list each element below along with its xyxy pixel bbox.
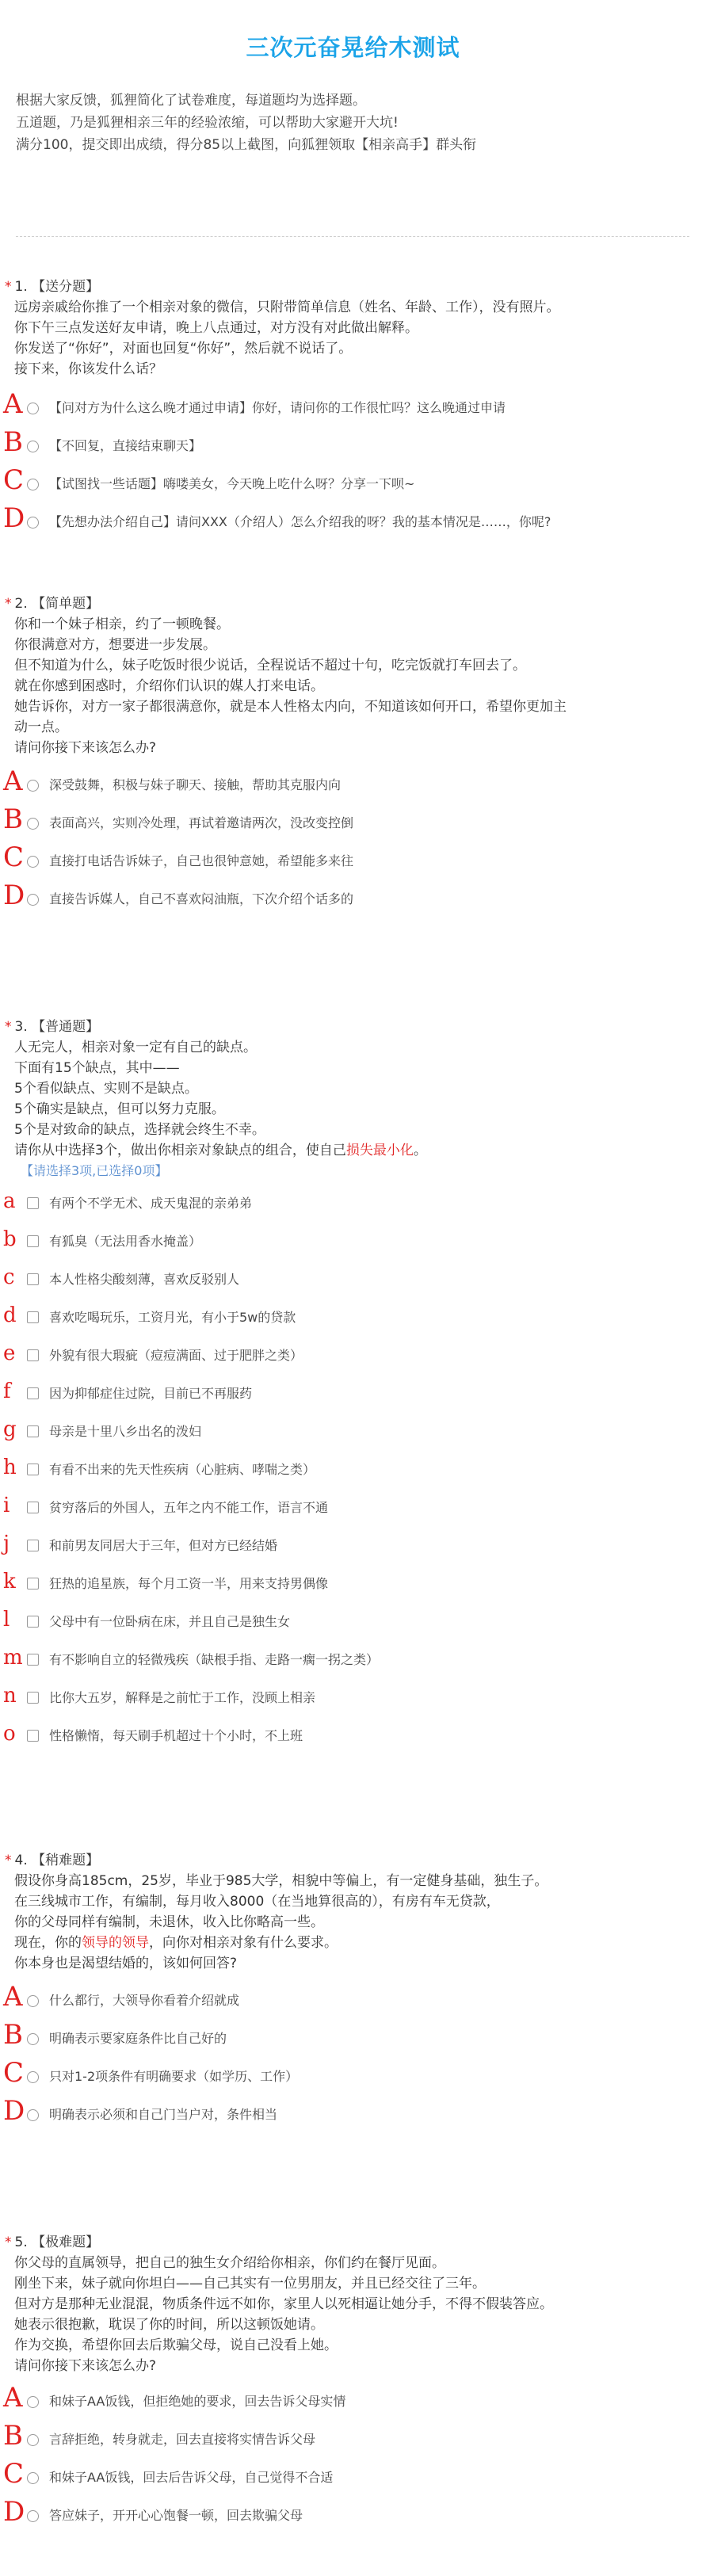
option-item[interactable] xyxy=(0,1979,706,2017)
required-mark: * xyxy=(5,1019,12,1035)
radio-button[interactable] xyxy=(27,2033,39,2045)
question-number: 1. xyxy=(14,279,28,295)
option-letter: f xyxy=(3,1380,11,1403)
divider xyxy=(16,236,689,237)
option-label[interactable]: 只对1-2项条件有明确要求（如学历、工作） xyxy=(49,2069,299,2084)
question-text-line: 作为交换，希望你回去后欺骗父母，说自己没看上她。 xyxy=(14,2337,338,2353)
option-letter: n xyxy=(3,1684,17,1708)
option-label[interactable]: 直接告诉媒人，自己不喜欢闷油瓶，下次介绍个话多的 xyxy=(49,891,354,906)
option-letter: d xyxy=(3,1303,17,1327)
radio-button[interactable] xyxy=(27,2472,39,2484)
option-label[interactable]: 有狐臭（无法用香水掩盖） xyxy=(49,1234,202,1249)
option-letter: h xyxy=(3,1456,17,1479)
question-text-line: 请问你接下来该怎么办? xyxy=(14,740,157,756)
radio-button[interactable] xyxy=(27,479,39,490)
option-letter: C xyxy=(3,2057,25,2089)
question-text-line: 人无完人，相亲对象一定有自己的缺点。 xyxy=(14,1040,257,1055)
option-label[interactable]: 母亲是十里八乡出名的泼妇 xyxy=(49,1424,202,1439)
option-letter: e xyxy=(3,1341,16,1365)
option-letter: D xyxy=(3,880,25,911)
radio-button[interactable] xyxy=(27,856,39,868)
option-letter: A xyxy=(3,765,23,797)
question-text-line xyxy=(14,1933,706,1953)
question-text-line: 刚坐下来，妹子就向你坦白——自己其实有一位男朋友，并且已经交往了三年。 xyxy=(14,2276,486,2292)
option-letter: D xyxy=(3,2095,25,2127)
option-label[interactable]: 和妹子AA饭钱，回去后告诉父母，自己觉得不合适 xyxy=(49,2470,334,2485)
question-3 xyxy=(0,1017,706,1752)
option-label[interactable]: 答应妹子，开开心心饱餐一顿，回去欺骗父母 xyxy=(49,2508,303,2523)
question-text-line: 下面有15个缺点，其中—— xyxy=(14,1060,180,1076)
highlight-text: 损失最小化 xyxy=(345,1143,414,1158)
option-label[interactable]: 喜欢吃喝玩乐，工资月光，有小于5w的贷款 xyxy=(49,1310,296,1325)
option-item[interactable] xyxy=(0,386,706,424)
question-text-line: 在三线城市工作，有编制，每月收入8000（在当地算很高的），有房有车无贷款， xyxy=(14,1894,500,1910)
option-letter: m xyxy=(3,1646,23,1670)
required-mark: * xyxy=(5,279,12,295)
intro-text xyxy=(16,90,689,156)
question-text-line: 你下午三点发送好友申请，晚上八点通过，对方没有对此做出解释。 xyxy=(14,320,418,336)
option-label[interactable]: 直接打电话告诉妹子，自己也很钟意她，希望能多来往 xyxy=(49,853,354,868)
option-item[interactable] xyxy=(0,1334,706,1372)
text-segment: 。 xyxy=(413,1143,427,1158)
option-letter: B xyxy=(3,803,23,835)
question-text-line: 5个看似缺点、实则不是缺点。 xyxy=(14,1081,198,1097)
option-label[interactable]: 性格懒惰，每天刷手机超过十个小时，不上班 xyxy=(49,1728,303,1743)
options-list xyxy=(0,1979,706,2131)
option-letter: B xyxy=(3,2019,23,2051)
option-item[interactable] xyxy=(0,1600,706,1638)
option-letter: C xyxy=(3,464,25,496)
radio-button[interactable] xyxy=(27,780,39,792)
option-item[interactable] xyxy=(0,2379,706,2418)
option-item[interactable] xyxy=(0,1676,706,1714)
option-label[interactable]: 明确表示要家庭条件比自己好的 xyxy=(49,2031,227,2046)
intro-line: 五道题，乃是狐狸相亲三年的经验浓缩，可以帮助大家避开大坑! xyxy=(16,115,399,131)
text-segment: 现在，你的 xyxy=(14,1935,82,1951)
checkbox[interactable] xyxy=(27,1578,39,1589)
page-title: 三次元奋晃给木测试 xyxy=(246,34,460,61)
option-label[interactable]: 【试图找一些话题】嗨喽美女，今天晚上吃什么呀？分享一下呗~ xyxy=(49,476,415,491)
option-item[interactable] xyxy=(0,839,706,877)
option-label[interactable]: 【先想办法介绍自己】请问XXX（介绍人）怎么介绍我的呀？我的基本情况是……，你呢? xyxy=(49,514,551,529)
checkbox[interactable] xyxy=(27,1349,39,1361)
option-label[interactable]: 和妹子AA饭钱，但拒绝她的要求，回去告诉父母实情 xyxy=(49,2394,346,2409)
question-text-line: 你父母的直属领导，把自己的独生女介绍给你相亲，你们约在餐厅见面。 xyxy=(14,2255,445,2271)
question-text-line: 她告诉你，对方一家子都很满意你，就是本人性格太内向，不知道该如何开口，希望你更加主 xyxy=(14,699,567,715)
option-item[interactable] xyxy=(0,2494,706,2532)
highlight-text: 领导的领导 xyxy=(82,1935,149,1951)
checkbox[interactable] xyxy=(27,1692,39,1704)
checkbox[interactable] xyxy=(27,1273,39,1285)
option-label[interactable]: 【问对方为什么这么晚才通过申请】你好，请问你的工作很忙吗？这么晚通过申请 xyxy=(49,400,506,415)
option-item[interactable] xyxy=(0,1486,706,1524)
question-2 xyxy=(0,593,706,915)
options-list xyxy=(0,2379,706,2532)
option-item[interactable] xyxy=(0,2017,706,2055)
question-number: 5. xyxy=(14,2234,28,2250)
option-letter: A xyxy=(3,388,23,420)
option-label[interactable]: 有看不出来的先天性疾病（心脏病、哮喘之类） xyxy=(49,1462,316,1477)
checkbox[interactable] xyxy=(27,1502,39,1513)
option-item[interactable] xyxy=(0,2456,706,2494)
radio-button[interactable] xyxy=(27,2434,39,2446)
question-number: 3. xyxy=(14,1019,28,1035)
question-type: 【极难题】 xyxy=(32,2234,100,2250)
radio-button[interactable] xyxy=(27,403,39,414)
option-item[interactable] xyxy=(0,1296,706,1334)
question-body xyxy=(0,297,706,380)
option-label[interactable]: 因为抑郁症住过院，目前已不再服药 xyxy=(49,1386,253,1401)
question-type: 【普通题】 xyxy=(32,1019,100,1035)
radio-button[interactable] xyxy=(27,818,39,830)
option-letter: a xyxy=(3,1189,16,1213)
text-segment: ，向你对相亲对象有什么要求。 xyxy=(149,1935,338,1951)
option-item[interactable] xyxy=(0,763,706,801)
option-item[interactable] xyxy=(0,801,706,839)
radio-button[interactable] xyxy=(27,2071,39,2083)
option-letter: o xyxy=(3,1722,16,1746)
question-text-line: 你本身也是渴望结婚的，该如何回答? xyxy=(14,1956,238,1971)
option-item[interactable] xyxy=(0,1714,706,1752)
option-letter: B xyxy=(3,426,23,458)
option-item[interactable] xyxy=(0,1562,706,1600)
option-letter: C xyxy=(3,2458,25,2490)
radio-button[interactable] xyxy=(27,2396,39,2408)
required-mark: * xyxy=(5,2234,12,2250)
option-letter: A xyxy=(3,2382,23,2414)
option-item[interactable] xyxy=(0,1372,706,1410)
option-letter: k xyxy=(3,1570,16,1593)
question-1 xyxy=(0,277,706,538)
option-item[interactable] xyxy=(0,2055,706,2093)
option-label[interactable]: 有不影响自立的轻微残疾（缺根手指、走路一瘸一拐之类） xyxy=(49,1652,380,1667)
question-text-line: 但对方是那种无业混混，物质条件远不如你，家里人以死相逼让她分手，不得不假装答应。 xyxy=(14,2296,553,2312)
option-label[interactable]: 表面高兴，实则冷处理，再试着邀请两次，没改变控倒 xyxy=(49,815,354,830)
option-item[interactable] xyxy=(0,462,706,500)
option-label[interactable]: 本人性格尖酸刻薄，喜欢反驳别人 xyxy=(49,1272,240,1287)
option-letter: j xyxy=(3,1532,10,1555)
checkbox[interactable] xyxy=(27,1387,39,1399)
option-letter: B xyxy=(3,2420,23,2452)
options-list xyxy=(0,386,706,538)
option-letter: b xyxy=(3,1227,17,1251)
option-label[interactable]: 比你大五岁，解释是之前忙于工作，没顾上相亲 xyxy=(49,1690,316,1705)
question-text-line: 5个确实是缺点，但可以努力克服。 xyxy=(14,1101,225,1117)
option-item[interactable] xyxy=(0,1524,706,1562)
checkbox[interactable] xyxy=(27,1654,39,1666)
option-label[interactable]: 深受鼓舞，积极与妹子聊天、接触，帮助其克服内向 xyxy=(49,777,342,792)
question-text-line: 远房亲戚给你推了一个相亲对象的微信，只附带简单信息（姓名、年龄、工作），没有照片。 xyxy=(14,300,560,315)
option-letter: g xyxy=(3,1418,17,1441)
checkbox[interactable] xyxy=(27,1311,39,1323)
question-number: 4. xyxy=(14,1853,28,1868)
option-label[interactable]: 狂热的追星族，每个月工资一半，用来支持男偶像 xyxy=(49,1576,329,1591)
option-label[interactable]: 言辞拒绝，转身就走，回去直接将实情告诉父母 xyxy=(49,2432,316,2447)
selection-hint: 【请选择3项,已选择0项】 xyxy=(21,1163,168,1178)
question-body xyxy=(0,2253,706,2376)
option-label[interactable]: 父母中有一位卧病在床，并且自己是独生女 xyxy=(49,1614,291,1629)
question-text-line: 动一点。 xyxy=(14,719,68,735)
radio-button[interactable] xyxy=(27,441,39,452)
checkbox[interactable] xyxy=(27,1730,39,1742)
option-item[interactable] xyxy=(0,1181,706,1219)
option-item[interactable] xyxy=(0,1638,706,1676)
option-letter: C xyxy=(3,841,25,873)
question-body xyxy=(0,1871,706,1974)
question-text-line: 你发送了“你好”，对面也回复“你好”，然后就不说话了。 xyxy=(14,341,353,357)
option-letter: D xyxy=(3,502,25,534)
question-body xyxy=(0,614,706,758)
checkbox[interactable] xyxy=(27,1235,39,1247)
option-item[interactable] xyxy=(0,1410,706,1448)
options-list xyxy=(0,763,706,915)
option-label[interactable]: 【不回复，直接结束聊天】 xyxy=(49,438,202,453)
checkbox[interactable] xyxy=(27,1540,39,1551)
question-text-line: 你和一个妹子相亲，约了一顿晚餐。 xyxy=(14,616,230,632)
radio-button[interactable] xyxy=(27,1995,39,2007)
question-header xyxy=(0,277,706,297)
checkbox[interactable] xyxy=(27,1197,39,1209)
question-type: 【稍难题】 xyxy=(32,1853,100,1868)
question-text-line: 你的父母同样有编制，未退休，收入比你略高一些。 xyxy=(14,1914,324,1930)
option-item[interactable] xyxy=(0,2418,706,2456)
option-item[interactable] xyxy=(0,2093,706,2131)
option-item[interactable] xyxy=(0,1448,706,1486)
intro-line: 根据大家反馈，狐狸简化了试卷难度，每道题均为选择题。 xyxy=(16,93,366,109)
question-type: 【简单题】 xyxy=(32,596,100,612)
question-text-line: 你很满意对方，想要进一步发展。 xyxy=(14,637,216,653)
question-text-line: 接下来，你该发什么话？ xyxy=(14,361,162,377)
option-label[interactable]: 什么都行，大领导你看着介绍就成 xyxy=(49,1993,240,2008)
question-header xyxy=(0,2232,706,2253)
question-text-line: 但不知道为什么，妹子吃饭时很少说话，全程说话不超过十句，吃完饭就打车回去了。 xyxy=(14,658,526,674)
text-segment: 请你从中选择3个，做出你相亲对象缺点的组合，使自己 xyxy=(14,1143,346,1158)
question-number: 2. xyxy=(14,596,28,612)
option-letter: l xyxy=(3,1608,10,1631)
option-letter: D xyxy=(3,2496,25,2528)
radio-button[interactable] xyxy=(27,517,39,529)
required-mark: * xyxy=(5,596,12,612)
question-header xyxy=(0,593,706,614)
required-mark: * xyxy=(5,1853,12,1868)
question-text-line: 请问你接下来该怎么办? xyxy=(14,2358,157,2374)
option-label[interactable]: 和前男友同居大于三年，但对方已经结婚 xyxy=(49,1538,278,1553)
checkbox[interactable] xyxy=(27,1616,39,1628)
option-label[interactable]: 外貌有很大瑕疵（痘痘满面、过于肥胖之类） xyxy=(49,1348,303,1363)
option-letter: i xyxy=(3,1494,10,1517)
option-item[interactable] xyxy=(0,424,706,462)
option-item[interactable] xyxy=(0,1219,706,1257)
option-letter: A xyxy=(3,1981,23,2013)
checkbox[interactable] xyxy=(27,1464,39,1475)
question-header xyxy=(0,1850,706,1871)
question-header xyxy=(0,1017,706,1037)
option-item[interactable] xyxy=(0,877,706,915)
question-text-line: 就在你感到困惑时，介绍你们认识的媒人打来电话。 xyxy=(14,678,324,694)
radio-button[interactable] xyxy=(27,894,39,906)
question-4 xyxy=(0,1850,706,2131)
question-type: 【送分题】 xyxy=(32,279,100,295)
option-label[interactable]: 贫穷落后的外国人，五年之内不能工作，语言不通 xyxy=(49,1500,329,1515)
radio-button[interactable] xyxy=(27,2109,39,2121)
question-text-line xyxy=(14,1140,706,1161)
option-item[interactable] xyxy=(0,500,706,538)
question-text-line: 5个是对致命的缺点，选择就会终生不幸。 xyxy=(14,1122,265,1138)
question-text-line: 她表示很抱歉，耽误了你的时间，所以这顿饭她请。 xyxy=(14,2317,324,2333)
radio-button[interactable] xyxy=(27,2510,39,2522)
option-label[interactable]: 明确表示必须和自己门当户对，条件相当 xyxy=(49,2107,278,2122)
question-body xyxy=(0,1037,706,1161)
option-item[interactable] xyxy=(0,1257,706,1296)
option-letter: c xyxy=(3,1265,15,1289)
options-list xyxy=(0,1181,706,1752)
checkbox[interactable] xyxy=(27,1425,39,1437)
intro-line: 满分100，提交即出成绩，得分85以上截图，向狐狸领取【相亲高手】群头衔 xyxy=(16,137,477,153)
question-text-line: 假设你身高185cm，25岁，毕业于985大学，相貌中等偏上，有一定健身基础，独生子。 xyxy=(14,1873,548,1889)
question-5 xyxy=(0,2232,706,2532)
option-label[interactable]: 有两个不学无术、成天鬼混的亲弟弟 xyxy=(49,1196,253,1211)
